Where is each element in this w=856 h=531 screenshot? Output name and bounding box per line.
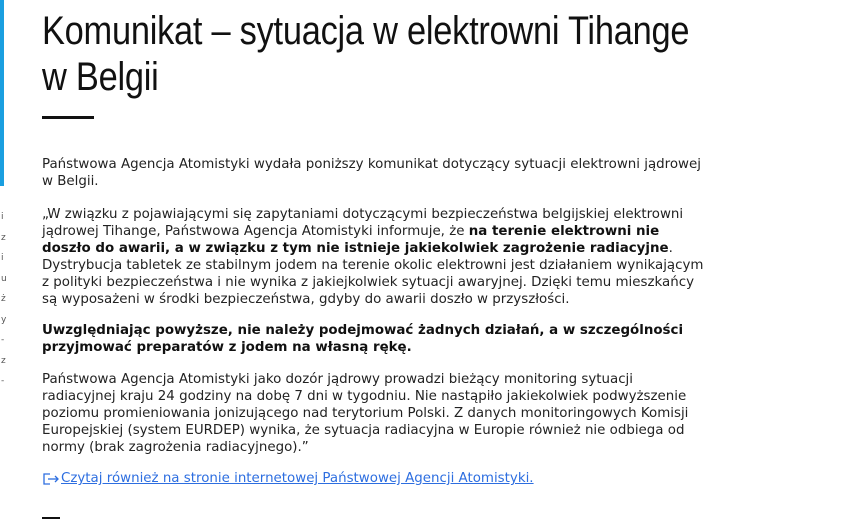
sidebar-fragment: ż bbox=[1, 294, 6, 304]
title-underline bbox=[42, 116, 94, 119]
sidebar-fragment: z bbox=[1, 355, 6, 366]
quote-paragraph bbox=[42, 206, 710, 308]
sidebar-fragment: u bbox=[1, 273, 7, 284]
sidebar-fragment: - bbox=[1, 376, 5, 386]
bottom-divider bbox=[42, 517, 60, 519]
intro-paragraph: Państwowa Agencja Atomistyki wydała poniższy komunikat dotyczący sytuacji elektrowni jądrowej w Belgii. bbox=[42, 157, 701, 189]
quote-text-end: . Dystrybucja tabletek ze stabilnym jodem na terenie okolic elektrowni jest działaniem wynikającym z polityki bezpieczeństwa i nie wynika z jakiejkolwiek sytuacji awaryjnej. Dzięki temu mieszkańcy są wyposażeni w środki bezpieczeństwa, gdyby do awarii doszło w przyszłości. bbox=[42, 241, 704, 307]
left-accent-bar bbox=[0, 0, 4, 186]
sidebar-fragment: i bbox=[1, 253, 4, 263]
external-link-icon[interactable] bbox=[42, 472, 61, 486]
article-title: Komunikat – sytuacja w elektrowni Tihange w Belgii bbox=[42, 9, 690, 99]
read-more-link-text[interactable]: Czytaj również na stronie internetowej Państwowej Agencji Atomistyki. bbox=[61, 471, 534, 486]
cropped-sidebar-text bbox=[1, 213, 9, 398]
sidebar-fragment: y bbox=[1, 314, 7, 325]
quote-text-start: „W związku z pojawiającymi się zapytaniami dotyczącymi bezpieczeństwa belgijskiej elektrowni jądrowej Tihange, Państwowa Agencja Atomistyki informuje, że bbox=[42, 207, 684, 239]
read-more-link[interactable] bbox=[42, 470, 710, 487]
sidebar-fragment: - bbox=[1, 335, 5, 345]
warning-text: Uwzględniając powyższe, nie należy podejmować żadnych działań, a w szczególności przyjmować preparatów z jodem na własną rękę. bbox=[42, 323, 684, 355]
monitoring-paragraph: Państwowa Agencja Atomistyki jako dozór jądrowy prowadzi bieżący monitoring sytuacji radiacyjnej kraju 24 godziny na dobę 7 dni w tygodniu. Nie nastąpiło jakiekolwiek podwyższenie poziomu promieniowania jonizującego nad terytorium Polski. Z danych monitoringowych Komisji Europejskiej (system EURDEP) wynika, że sytuacja radiacyjna w Europie również nie odbiega od normy (brak zagrożenia radiacyjnego).” bbox=[42, 372, 689, 455]
sidebar-fragment: z bbox=[1, 232, 6, 243]
article-body bbox=[42, 156, 710, 487]
quote-bold-statement: na terenie elektrowni nie doszło do awarii, a w związku z tym nie istnieje jakiekolwiek zagrożenie radiacyjne bbox=[42, 224, 669, 256]
sidebar-fragment: i bbox=[1, 212, 4, 222]
warning-paragraph bbox=[42, 322, 710, 356]
